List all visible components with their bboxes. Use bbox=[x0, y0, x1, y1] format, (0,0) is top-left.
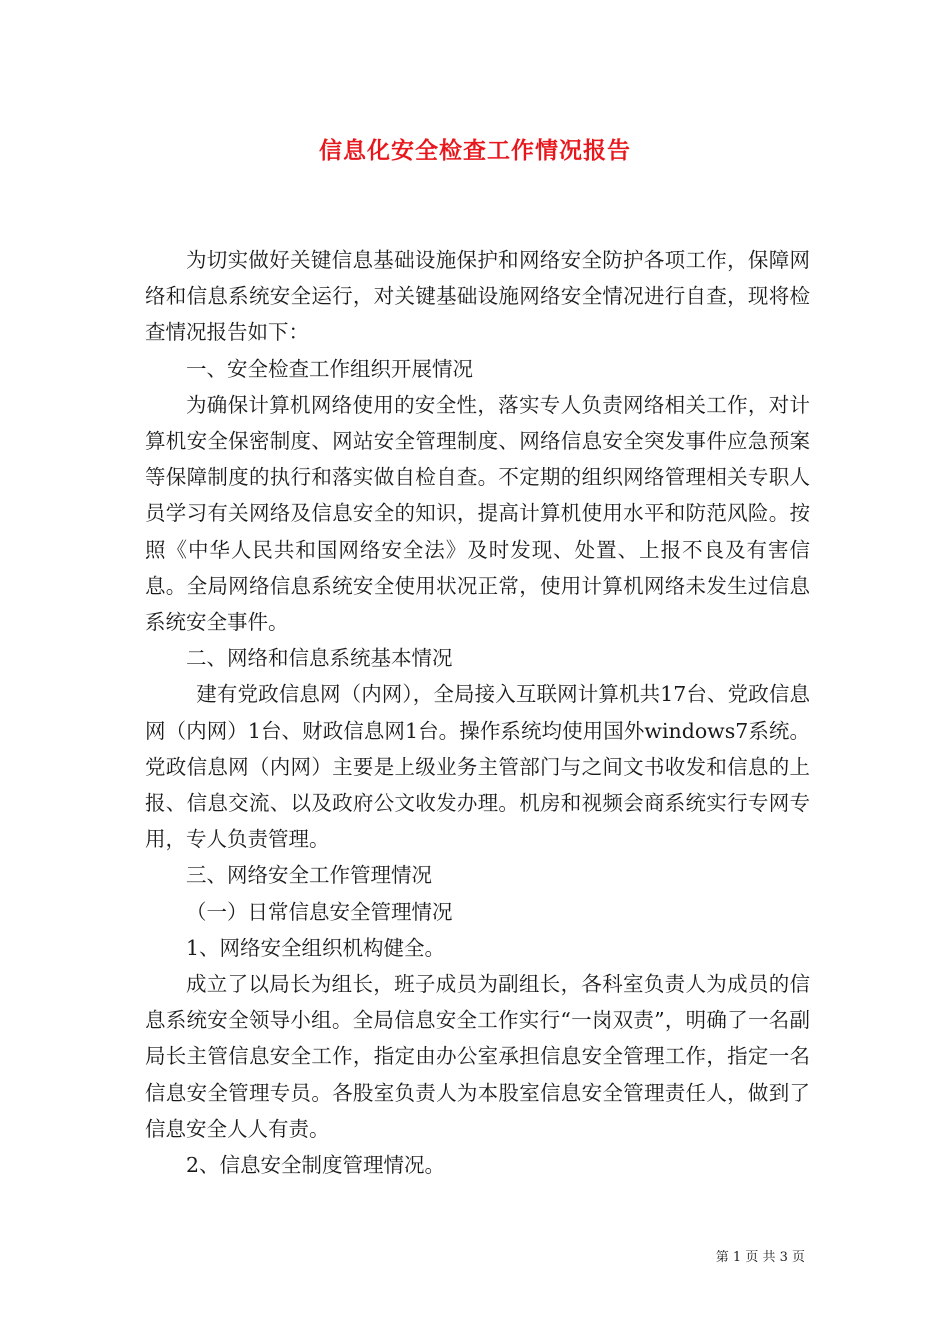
section-heading-2: 二、网络和信息系统基本情况 bbox=[186, 646, 453, 671]
item-heading-2: 2、信息安全制度管理情况。 bbox=[186, 1153, 446, 1178]
paragraph-section-1: 为确保计算机网络使用的安全性，落实专人负责网络相关工作，对计算机安全保密制度、网站安全管理制度、网络信息安全突发事件应急预案等保障制度的执行和落实做自检自查。不定期的组织网络管理相关专职人员学习有关网络及信息安全的知识，提高计算机使用水平和防范风险。按照《中华人民共和国网络安全法》及时发现、处置、上报不良及有害信息。全局网络信息系统安全使用状况正常，使用计算机网络未发生过信息系统安全事件。 bbox=[145, 392, 810, 635]
subsection-heading-1: （一）日常信息安全管理情况 bbox=[186, 899, 453, 924]
item-heading-1: 1、网络安全组织机构健全。 bbox=[186, 935, 446, 960]
document-title: 信息化安全检查工作情况报告 bbox=[319, 137, 631, 164]
paragraph-item-1: 成立了以局长为组长，班子成员为副组长，各科室负责人为成员的信息系统安全领导小组。全局信息安全工作实行“一岗双责”，明确了一名副局长主管信息安全工作，指定由办公室承担信息安全管理工作，指定一名信息安全管理专员。各股室负责人为本股室信息安全管理责任人，做到了信息安全人人有责。 bbox=[145, 972, 810, 1141]
paragraph-section-2: 建有党政信息网（内网），全局接入互联网计算机共17台、党政信息网（内网）1台、财政信息网1台。操作系统均使用国外windows7系统。党政信息网（内网）主要是上级业务主管部门与之间文书收发和信息的上报、信息交流、以及政府公文收发办理。机房和视频会商系统实行专网专用，专人负责管理。 bbox=[145, 682, 810, 852]
section-heading-3: 三、网络安全工作管理情况 bbox=[186, 863, 432, 888]
document-body bbox=[145, 242, 810, 1183]
section-heading-1: 一、安全检查工作组织开展情况 bbox=[186, 356, 473, 381]
paragraph-intro: 为切实做好关键信息基础设施保护和网络安全防护各项工作，保障网络和信息系统安全运行，对关键基础设施网络安全情况进行自查，现将检查情况报告如下： bbox=[145, 248, 810, 345]
page-number: 第 1 页 共 3 页 bbox=[715, 1250, 805, 1265]
